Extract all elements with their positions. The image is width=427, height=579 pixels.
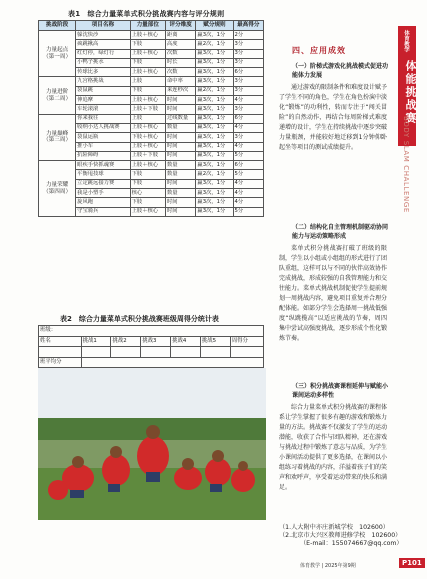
table1-cell: 赢3次，1分 <box>196 31 233 40</box>
table1-cell: 5分 <box>233 207 263 216</box>
table2 <box>38 325 264 368</box>
table1-cell: 上肢＋核心 <box>130 207 165 216</box>
table1-header-cell: 最高得分 <box>233 21 263 31</box>
table1-header-cell: 挑战阶段 <box>39 21 76 31</box>
table1-cell: 我是小塑手 <box>76 189 130 198</box>
table1-cell: 时间 <box>165 133 195 142</box>
table1-row <box>39 114 264 123</box>
table1-cell: 时间 <box>165 142 195 151</box>
table1-cell: 2分 <box>233 31 263 40</box>
table1-header-row <box>39 21 264 31</box>
paragraph-1: 通过游戏的限制条件和难度设计赋予了学生不同的角色，学生在角色扮演中淡化“锻炼”的功利性，转而专注于“闯关冒险”的自然动作，再结合每周阶梯式难度递增的设计，学生在持续挑战中逐步突破力量瓶颈，并能较好地迁移到1分钟仰卧起坐等项目的测试成绩提升。 <box>279 84 388 151</box>
table1-cell: 赢2次，1分 <box>196 40 233 49</box>
table1-cell: 下肢 <box>130 170 165 179</box>
table1-cell: 赢3次，1分 <box>196 133 233 142</box>
table1-cell: 抗险障碍 <box>76 151 130 160</box>
table1-cell: 下肢 <box>130 40 165 49</box>
table1-stage-cell: 力量起点 （第一周） <box>39 31 76 77</box>
table1-cell: 疯跳揪高 <box>76 40 130 49</box>
paragraph-3: 综合力量菜单式积分挑战赛的课程体系让学生掌握了很多有趣的游戏和锻炼力量的方法。挑战赛不仅激发了学生的运动潜能，收获了合作与团队精神，还在游戏与挑战过程中锻炼了意志与品质，为学生小课间活动提供了更多选择，在课间以小组练习着挑战的内容，洋溢着孩子们的笑声和欢呼声，享受着运动带来的快乐和满足。 <box>279 404 388 491</box>
subheading-3: （三）积分挑战赛课程延伸与赋能小课间运动多样性 <box>292 383 389 399</box>
table1-cell: 守宝骑兵 <box>76 207 130 216</box>
table1-header-cell: 力量部位 <box>130 21 165 31</box>
table1-cell: 赢3次，1分 <box>196 58 233 67</box>
table1-header-cell: 项目名称 <box>76 21 130 31</box>
table1-cell: 6分 <box>233 161 263 170</box>
table1-cell: 车轮滚滚 <box>76 105 130 114</box>
table1-cell: 3分 <box>233 40 263 49</box>
table1-cell: 赢3次，1分 <box>196 189 233 198</box>
table1-cell: 3分 <box>233 49 263 58</box>
table1-cell: 时间 <box>165 179 195 188</box>
table1-stage-cell: 力量进阶 （第二周） <box>39 77 76 114</box>
table1-cell: 袋鼠跳 <box>76 86 130 95</box>
table1-cell: 收纳小达人挑战赛 <box>76 123 130 132</box>
table1-cell: 上肢＋核心 <box>130 123 165 132</box>
table1-row <box>39 161 264 170</box>
table1-cell: 赢3次，1分 <box>196 198 233 207</box>
table2-avg-row <box>39 357 264 368</box>
table1 <box>38 20 264 217</box>
table2-header-cell: 挑战5 <box>200 336 230 347</box>
table2-header-cell: 周得分 <box>230 336 263 347</box>
table1-cell: 上肢 <box>130 77 165 86</box>
table1-cell: 你来我往 <box>76 114 130 123</box>
table1-cell: 数量 <box>165 189 195 198</box>
table1-cell: 赢3次，1分 <box>196 77 233 86</box>
side-title: 体能挑战赛 <box>404 60 417 125</box>
section-heading: 四、应用成效 <box>292 46 346 55</box>
table1-cell: 5分 <box>233 170 263 179</box>
table1-cell: 4分 <box>233 96 263 105</box>
table1-cell: 上肢 <box>130 114 165 123</box>
table1-cell: 4分 <box>233 123 263 132</box>
table1-cell: 九宫格挑战 <box>76 77 130 86</box>
table1-cell: 眼疾手快抓魂赛 <box>76 161 130 170</box>
table1-cell: 赢2次，1分 <box>196 170 233 179</box>
table1-cell: 5分 <box>233 151 263 160</box>
table1-cell: 数量 <box>165 123 195 132</box>
table2-header-row <box>39 336 264 347</box>
table1-cell: 3分 <box>233 58 263 67</box>
subheading-2: （二）结构化自主管理机制驱动协同能力与运动策略形成 <box>292 224 389 240</box>
table1-cell: 上肢＋下肢 <box>130 151 165 160</box>
table1-cell: 赢3次，1分 <box>196 49 233 58</box>
table1-cell: 赢3次，1分 <box>196 68 233 77</box>
table1-cell: 6分 <box>233 114 263 123</box>
table2-avg-label: 班平均分 <box>39 357 82 368</box>
table1-cell: 4分 <box>233 189 263 198</box>
table2-header-cell: 挑战2 <box>111 336 141 347</box>
table1-cell: 时间 <box>165 198 195 207</box>
table1-cell: 立定跳远接力赛 <box>76 179 130 188</box>
table1-cell: 3分 <box>233 86 263 95</box>
table2-title: 表2 综合力量菜单式积分挑战赛班级周得分统计表 <box>60 315 219 323</box>
table1-cell: 4分 <box>233 198 263 207</box>
table1-cell: 下肢 <box>130 179 165 188</box>
affiliation-1: （1.人大附中亦庄新城学校 102600） <box>279 524 389 531</box>
table1-cell: 赢3次，1分 <box>196 105 233 114</box>
table1-title: 表1 综合力量菜单式积分挑战赛内容与评分规则 <box>68 10 225 18</box>
table1-cell: 躲沈快沙 <box>76 31 130 40</box>
table1-cell: 过线数量 <box>165 114 195 123</box>
table1-cell: 4分 <box>233 142 263 151</box>
table1-cell: 3分 <box>233 105 263 114</box>
table1-cell: 时间 <box>165 96 195 105</box>
table1-cell: 平衡甩技球 <box>76 170 130 179</box>
table2-header-cell: 姓名 <box>39 336 82 347</box>
table1-cell: 上肢＋核心 <box>130 68 165 77</box>
table1-cell: 4分 <box>233 179 263 188</box>
table1-cell: 数量 <box>165 170 195 179</box>
side-english-title: BODY SLAM CHALLENGE <box>402 116 410 213</box>
table1-cell: 上肢＋核心 <box>130 49 165 58</box>
table1-cell: 赢3次，1分 <box>196 179 233 188</box>
table1-cell: 赢3次，1分 <box>196 161 233 170</box>
table2-header-cell: 挑战3 <box>141 336 171 347</box>
table1-cell: 次数 <box>165 68 195 77</box>
table1-cell: 旋风跑 <box>76 198 130 207</box>
affiliation-2: （2.北京市大兴区教师进修学校 102600） <box>279 532 402 539</box>
table1-cell: 上肢＋核心 <box>130 142 165 151</box>
table2-blank-row <box>39 347 264 358</box>
table1-cell: 时间 <box>165 105 195 114</box>
paragraph-2: 菜单式积分挑战赛打破了班级的限制，学生以小组或小组组的形式进行了团队重组，这样可以与不同的伙伴高效协作完成挑战，形成较强的自我管理能力和交往能力。菜单式挑战机制促使学生提前规划一周挑战内容，避免项目重复并合理分配体能。如部分学生会选择周一挑战低强度“纵跳揽高”以适应挑战的节奏，周四集中尝试高强度挑战，逐步形成个性化锻炼节奏。 <box>279 245 388 342</box>
table2-header-cell: 挑战1 <box>81 336 111 347</box>
table2-class-label: 班级： <box>39 326 264 337</box>
table1-cell: 袋鼠运瓶 <box>76 133 130 142</box>
table1-cell: 红灯停，绿灯行 <box>76 49 130 58</box>
table1-header-cell: 赋分规则 <box>196 21 233 31</box>
table1-stage-cell: 力量巅峰 （第三周） <box>39 114 76 160</box>
table1-cell: 时长 <box>165 58 195 67</box>
table1-cell: 核心 <box>130 189 165 198</box>
table1-cell: 下肢＋核心 <box>130 133 165 142</box>
table1-cell: 下肢 <box>130 198 165 207</box>
table1-cell: 时间 <box>165 207 195 216</box>
table1-cell: 命中率 <box>165 77 195 86</box>
page-number: P101 <box>399 558 425 568</box>
table1-cell: 高度 <box>165 40 195 49</box>
table1-cell: 6分 <box>233 68 263 77</box>
journal-footer: 体育教学 | 2025年第9期 <box>300 563 356 569</box>
table1-cell: 推小车 <box>76 142 130 151</box>
table1-cell: 上肢＋下肢 <box>130 105 165 114</box>
table1-cell: 赢3次，1分 <box>196 207 233 216</box>
side-logo: 体育教学 <box>403 30 409 52</box>
table1-cell: 赢2次，1分 <box>196 86 233 95</box>
table1-cell: 上肢＋核心 <box>130 161 165 170</box>
author-email: （E-mail：155074667@qq.com） <box>300 540 403 547</box>
table1-cell: 数量 <box>165 161 195 170</box>
table1-cell: 下肢 <box>130 86 165 95</box>
subheading-1: （一）阶梯式游戏化挑战模式促进功能体力发展 <box>292 63 389 79</box>
table1-cell: 次数 <box>165 49 195 58</box>
table1-cell: 上肢＋核心 <box>130 96 165 105</box>
table1-cell: 赢3次，1分 <box>196 114 233 123</box>
table1-cell: 来连秒次 <box>165 86 195 95</box>
table1-cell: 3分 <box>233 133 263 142</box>
table2-header-cell: 挑战4 <box>171 336 201 347</box>
table1-cell: 3分 <box>233 77 263 86</box>
table1-cell: 小鸭子挑水 <box>76 58 130 67</box>
table1-cell: 伸追摩 <box>76 96 130 105</box>
table1-cell: 上肢＋核心 <box>130 31 165 40</box>
table1-cell: 下肢 <box>130 58 165 67</box>
students-photo <box>38 368 266 520</box>
table1-cell: 赢3次，1分 <box>196 142 233 151</box>
table1-row <box>39 77 264 86</box>
table1-cell: 赢3次，1分 <box>196 96 233 105</box>
table1-header-cell: 评分维度 <box>165 21 195 31</box>
table1-row <box>39 31 264 40</box>
table1-cell: 传球比多 <box>76 68 130 77</box>
table1-cell: 时间 <box>165 151 195 160</box>
table1-cell: 距离 <box>165 31 195 40</box>
table1-cell: 赢3次，1分 <box>196 123 233 132</box>
table1-stage-cell: 力量荣耀 （第四周） <box>39 161 76 217</box>
table1-cell: 赢3次，1分 <box>196 151 233 160</box>
